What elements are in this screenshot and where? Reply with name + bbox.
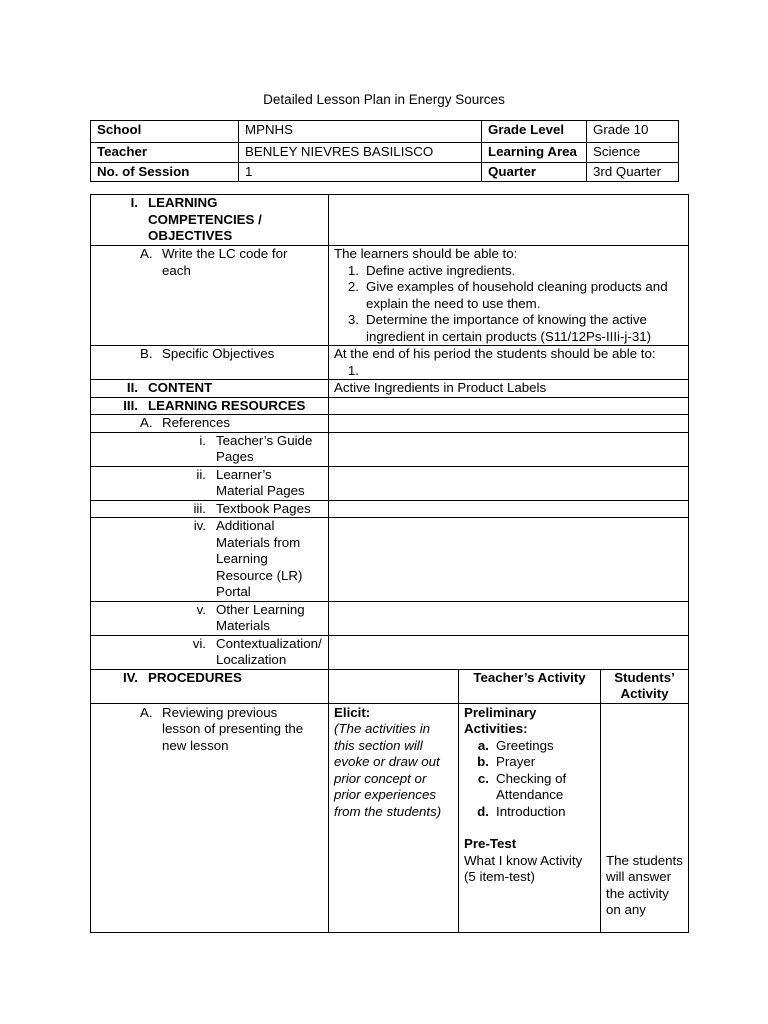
section-number: IV. — [122, 669, 138, 685]
item-label: Reviewing previous lesson of presenting the new lesson — [162, 704, 304, 753]
table-row — [91, 346, 689, 380]
table-row — [91, 432, 689, 466]
item-letter: B. — [140, 346, 153, 361]
elicit-heading: Elicit: — [334, 704, 371, 720]
list-number: 1. — [347, 262, 359, 278]
school-value: MPNHS — [239, 121, 482, 143]
table-row — [91, 397, 689, 415]
list-text: Define active ingredients. — [366, 262, 516, 278]
section-number: I. — [130, 195, 138, 210]
student-activity-text: The students will answer the activity on any — [606, 852, 683, 917]
list-number: a. — [477, 737, 489, 753]
content-value: Active Ingredients in Product Labels — [329, 380, 689, 398]
list-item — [334, 312, 683, 345]
ref-number: vi. — [192, 635, 206, 651]
session-label: No. of Session — [91, 162, 239, 182]
student-activity-header: Students’ Activity — [601, 669, 689, 703]
table-row — [91, 669, 689, 703]
teacher-label: Teacher — [91, 143, 239, 163]
section-number: II. — [126, 380, 138, 395]
table-row — [91, 518, 689, 602]
item-label: References — [162, 415, 230, 430]
section-heading: PROCEDURES — [148, 669, 242, 685]
teacher-activity-header: Teacher’s Activity — [459, 669, 601, 703]
list-item — [464, 738, 595, 755]
item-letter: A. — [140, 704, 153, 720]
session-value: 1 — [239, 162, 482, 182]
grade-level-value: Grade 10 — [587, 121, 679, 143]
item-label: Write the LC code for each — [162, 246, 288, 278]
preliminary-heading: Preliminary Activities: — [464, 704, 537, 736]
lc-intro: The learners should be able to: — [334, 246, 518, 261]
table-row — [91, 466, 689, 500]
ref-number: i. — [199, 432, 206, 448]
info-table — [90, 120, 679, 182]
list-number: c. — [477, 770, 489, 786]
list-text: Checking of Attendance — [496, 770, 567, 802]
list-item — [464, 804, 595, 821]
ref-label: Contextualization/ Localization — [216, 635, 322, 667]
table-row — [91, 380, 689, 398]
list-number: b. — [477, 754, 489, 769]
table-row — [91, 195, 689, 246]
objectives-intro: At the end of his period the students should be able to: — [334, 346, 656, 361]
list-item — [464, 771, 595, 804]
table-row — [91, 703, 689, 932]
pretest-heading: Pre-Test — [464, 836, 517, 851]
preliminary-list — [464, 738, 595, 821]
list-number: 2. — [347, 279, 359, 294]
ref-number: v. — [196, 601, 206, 617]
quarter-value: 3rd Quarter — [587, 162, 679, 182]
section-number: III. — [123, 397, 138, 413]
objective-number: 1. — [347, 362, 359, 378]
list-number: d. — [477, 803, 489, 819]
lesson-plan-table — [90, 194, 689, 933]
ref-label: Other Learning Materials — [216, 601, 305, 633]
table-row — [91, 415, 689, 433]
item-label: Specific Objectives — [162, 346, 275, 361]
table-row — [91, 601, 689, 635]
list-item — [464, 754, 595, 771]
table-row — [91, 500, 689, 518]
list-text: Greetings — [496, 737, 554, 753]
grade-level-label: Grade Level — [482, 121, 587, 143]
list-text: Give examples of household cleaning products and explain the need to use them. — [366, 279, 668, 311]
ref-label: Learner’s Material Pages — [216, 466, 305, 498]
document-title: Detailed Lesson Plan in Energy Sources — [263, 92, 505, 107]
teacher-value: BENLEY NIEVRES BASILISCO — [239, 143, 482, 163]
list-text: Prayer — [496, 754, 536, 769]
learning-area-label: Learning Area — [482, 143, 587, 163]
section-heading: LEARNING RESOURCES — [148, 397, 306, 413]
ref-label: Additional Materials from Learning Resource (LR) Portal — [216, 518, 303, 599]
lc-list — [334, 263, 683, 346]
pretest-description: What I know Activity (5 item-test) — [464, 852, 583, 884]
ref-label: Teacher’s Guide Pages — [216, 432, 313, 464]
ref-number: iii. — [193, 500, 206, 516]
table-row — [91, 635, 689, 669]
school-label: School — [91, 121, 239, 143]
list-text: Introduction — [496, 803, 566, 819]
section-heading: LEARNING COMPETENCIES / OBJECTIVES — [148, 195, 262, 243]
item-letter: A. — [140, 415, 153, 430]
list-text: Determine the importance of knowing the active ingredient in certain products (S11/12Ps-IIIi-j-31) — [366, 312, 652, 344]
ref-number: iv. — [193, 518, 206, 533]
quarter-label: Quarter — [482, 162, 587, 182]
item-letter: A. — [140, 246, 153, 261]
ref-number: ii. — [196, 466, 206, 482]
elicit-description: (The activities in this section will evoke or draw out prior concept or prior experiences from the students) — [334, 721, 442, 819]
section-heading: CONTENT — [148, 380, 213, 395]
learning-area-value: Science — [587, 143, 679, 163]
list-item — [334, 263, 683, 280]
table-row — [91, 246, 689, 346]
list-item — [334, 279, 683, 312]
list-number: 3. — [347, 312, 359, 327]
ref-label: Textbook Pages — [216, 500, 311, 516]
